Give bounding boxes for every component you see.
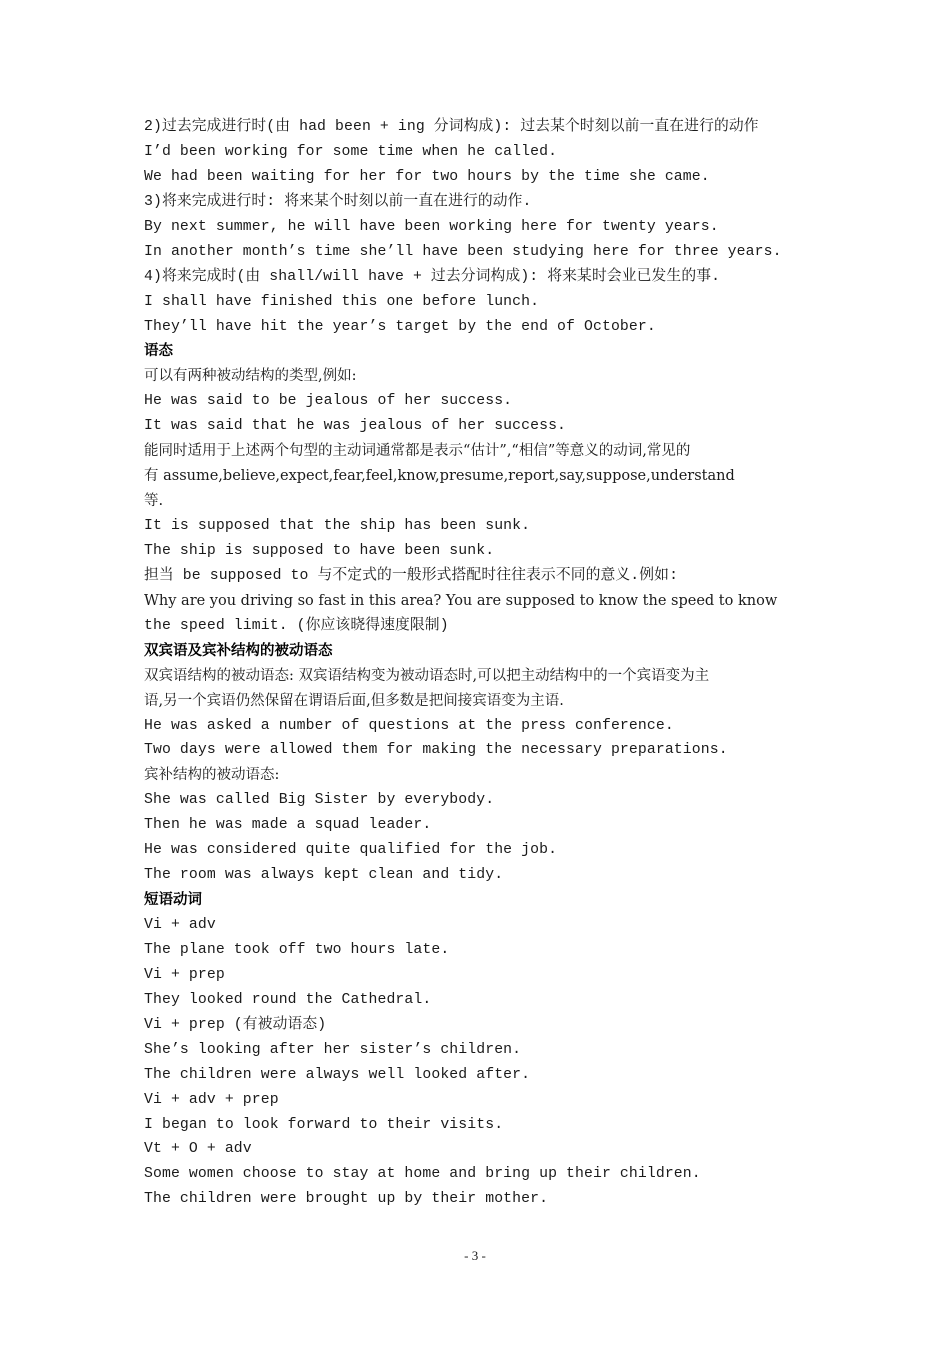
text-line: 4)将来完成时(由 shall/will have + 过去分词构成): 将来某时会业已发生的事. <box>144 268 721 285</box>
text-line: He was asked a number of questions at the press conference. <box>144 717 674 734</box>
section-heading: 双宾语及宾补结构的被动语态 <box>144 642 333 659</box>
text-line: The plane took off two hours late. <box>144 941 450 958</box>
text-line: He was said to be jealous of her success. <box>144 393 513 410</box>
text-line: 担当 be supposed to 与不定式的一般形式搭配时往往表示不同的意义.例如: <box>144 567 679 584</box>
text-line: The children were always well looked after. <box>144 1066 531 1083</box>
text-line: It was said that he was jealous of her success. <box>144 418 567 435</box>
text-line: Vi + prep <box>144 966 225 983</box>
text-line: It is supposed that the ship has been sunk. <box>144 518 531 534</box>
section-heading: 短语动词 <box>144 892 202 909</box>
text-line: Vi + prep (有被动语态) <box>144 1016 327 1033</box>
text-line: We had been waiting for her for two hours by the time she came. <box>144 168 710 185</box>
text-line: 能同时适用于上述两个句型的主动词通常都是表示“估计”,“相信”等意义的动词,常见的 <box>144 443 691 460</box>
text-line: The room was always kept clean and tidy. <box>144 867 504 884</box>
text-line: Then he was made a squad leader. <box>144 817 432 834</box>
page-number: - 3 - <box>464 1248 486 1263</box>
text-line: 双宾语结构的被动语态: 双宾语结构变为被动语态时,可以把主动结构中的一个宾语变为主 <box>144 667 710 684</box>
text-line: Two days were allowed them for making the necessary preparations. <box>144 742 728 759</box>
text-line: They’ll have hit the year’s target by the end of October. <box>144 318 656 335</box>
text-line: 有 assume,believe,expect,fear,feel,know,presume,report,say,suppose,understand <box>144 468 735 485</box>
text-line: 语,另一个宾语仍然保留在谓语后面,但多数是把间接宾语变为主语. <box>144 692 564 709</box>
text-line: In another month’s time she’ll have been studying here for three years. <box>144 243 782 260</box>
text-line: 2)过去完成进行时(由 had been + ing 分词构成): 过去某个时刻以前一直在进行的动作 <box>144 119 759 135</box>
text-line: Vi + adv <box>144 917 216 933</box>
text-line: The ship is supposed to have been sunk. <box>144 542 495 559</box>
text-line: 可以有两种被动结构的类型,例如: <box>144 368 357 385</box>
text-line: 3)将来完成进行时: 将来某个时刻以前一直在进行的动作. <box>144 193 532 210</box>
text-line: She was called Big Sister by everybody. <box>144 792 495 809</box>
text-line: I began to look forward to their visits. <box>144 1116 504 1133</box>
text-line: Some women choose to stay at home and bring up their children. <box>144 1166 701 1183</box>
text-line: Vt + O + adv <box>144 1141 252 1158</box>
text-line: 宾补结构的被动语态: <box>144 767 280 784</box>
text-line: She’s looking after her sister’s children. <box>144 1041 522 1058</box>
text-line: The children were brought up by their mother. <box>144 1191 549 1208</box>
text-line: They looked round the Cathedral. <box>144 991 432 1008</box>
text-line: He was considered quite qualified for the job. <box>144 842 558 859</box>
text-line: I’d been working for some time when he called. <box>144 143 558 160</box>
page-body <box>144 115 814 1212</box>
section-heading: 语态 <box>144 343 173 360</box>
text-line: Why are you driving so fast in this area? You are supposed to know the speed to know <box>144 592 778 609</box>
text-line: Vi + adv + prep <box>144 1091 279 1108</box>
text-line: the speed limit. (你应该晓得速度限制) <box>144 617 449 634</box>
text-line: I shall have finished this one before lunch. <box>144 293 540 310</box>
text-line: 等. <box>144 493 164 510</box>
text-line: By next summer, he will have been working here for twenty years. <box>144 218 719 235</box>
